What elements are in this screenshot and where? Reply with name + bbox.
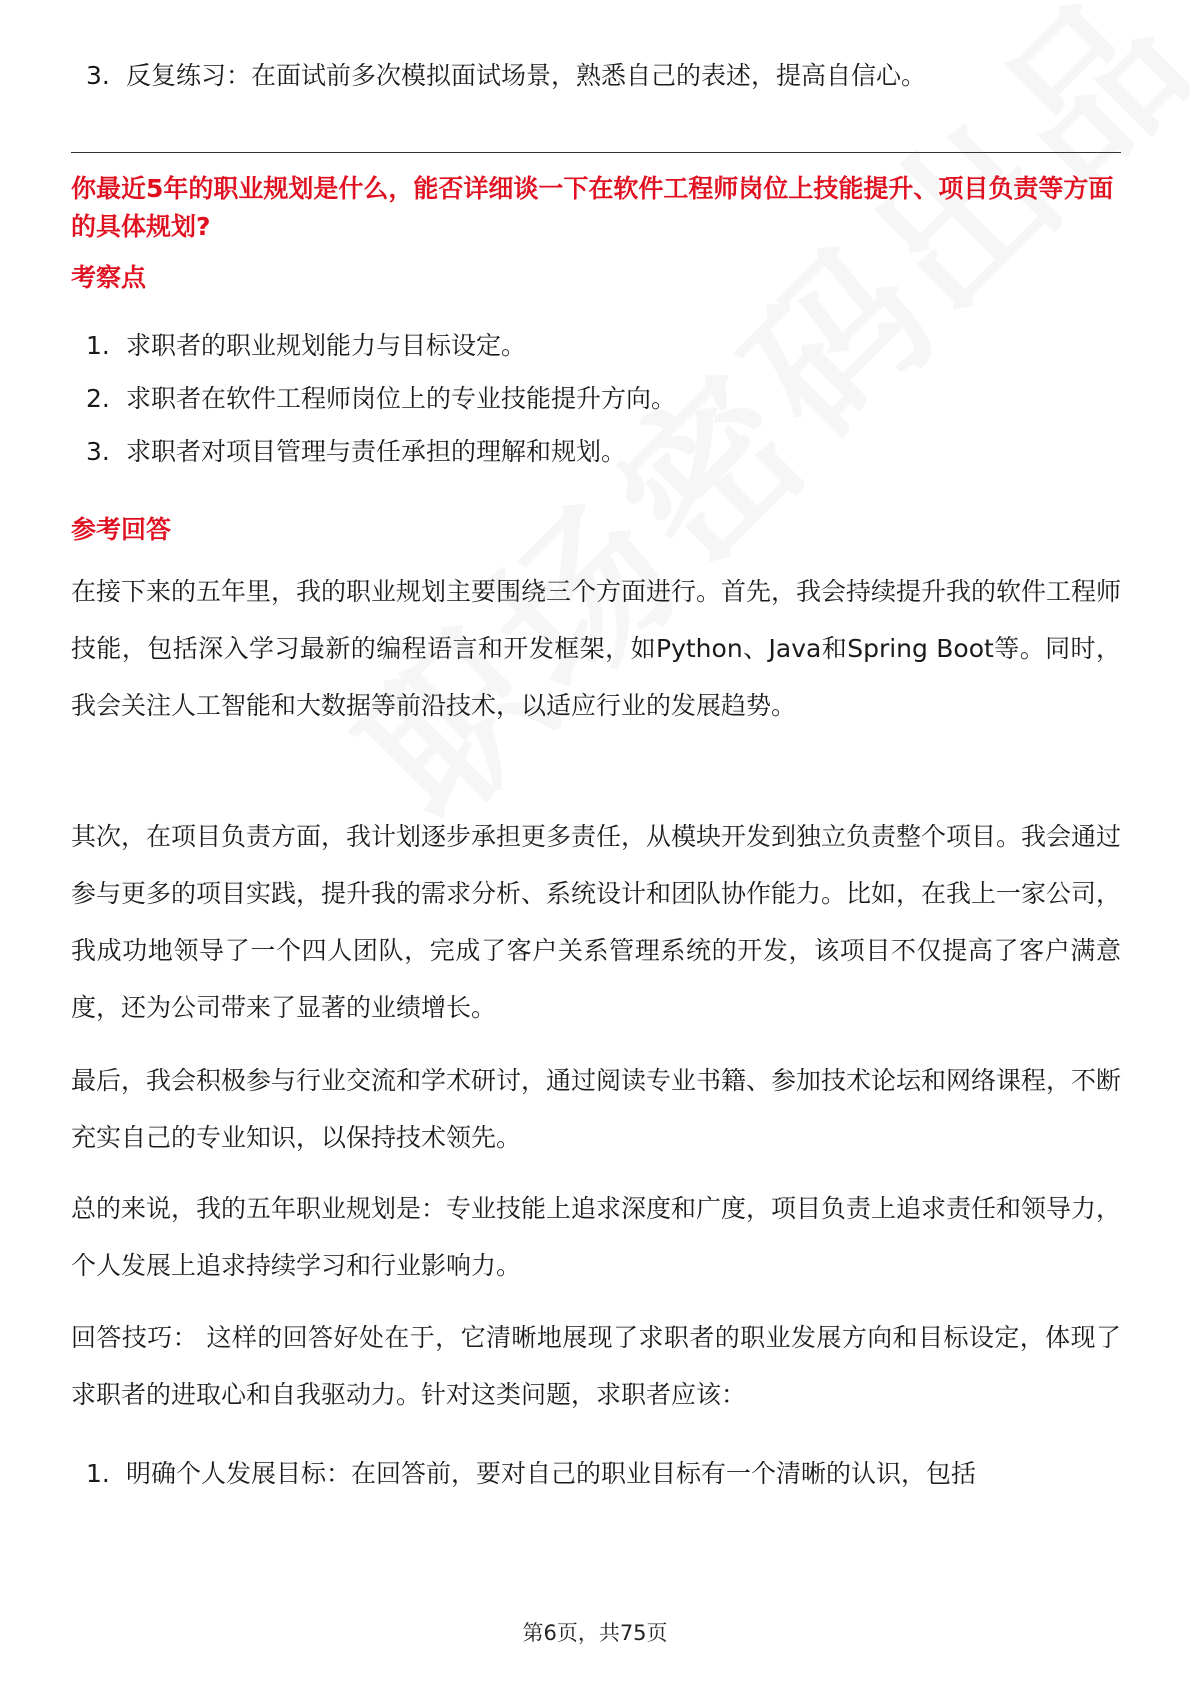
list-item [86,328,526,364]
list-number: 1. [86,1459,110,1488]
paragraph: 回答技巧： 这样的回答好处在于，它清晰地展现了求职者的职业发展方向和目标设定，体现了求职者的进取心和自我驱动力。针对这类问题，求职者应该： [71,1323,1121,1409]
list-text: 反复练习：在面试前多次模拟面试场景，熟悉自己的表述，提高自信心。 [126,61,927,90]
list-text: 求职者的职业规划能力与目标设定。 [126,331,527,360]
list-item [86,434,626,470]
section-label-answer: 参考回答 [71,515,172,544]
paragraph: 在接下来的五年里，我的职业规划主要围绕三个方面进行。首先，我会持续提升我的软件工程师技能，包括深入学习最新的编程语言和开发框架，如Python、Java和Spring Boot等。同时，我会关注人工智能和大数据等前沿技术，以适应行业的发展趋势。 [71,577,1122,720]
list-item [86,381,676,417]
list-number: 1. [86,331,110,360]
list-number: 2. [86,384,110,413]
list-text: 求职者对项目管理与责任承担的理解和规划。 [126,437,627,466]
list-number: 3. [86,61,110,90]
paragraph: 最后，我会积极参与行业交流和学术研讨，通过阅读专业书籍、参加技术论坛和网络课程，不断充实自己的专业知识，以保持技术领先。 [71,1066,1122,1152]
list-text: 求职者在软件工程师岗位上的专业技能提升方向。 [126,384,677,413]
list-item-bottom [86,1456,976,1492]
section-label-points: 考察点 [71,263,147,292]
divider [71,152,1121,153]
list-text: 明确个人发展目标：在回答前，要对自己的职业目标有一个清晰的认识，包括 [126,1459,977,1488]
paragraph: 总的来说，我的五年职业规划是：专业技能上追求深度和广度，项目负责上追求责任和领导力，个人发展上追求持续学习和行业影响力。 [71,1194,1122,1280]
question-heading: 你最近5年的职业规划是什么，能否详细谈一下在软件工程师岗位上技能提升、项目负责等方面的具体规划? [71,174,1114,241]
paragraph: 其次，在项目负责方面，我计划逐步承担更多责任，从模块开发到独立负责整个项目。我会通过参与更多的项目实践，提升我的需求分析、系统设计和团队协作能力。比如，在我上一家公司，我成功地领导了一个四人团队，完成了客户关系管理系统的开发，该项目不仅提高了客户满意度，还为公司带来了显著的业绩增长。 [71,822,1122,1022]
list-number: 3. [86,437,110,466]
page-footer: 第6页，共75页 [522,1621,668,1645]
list-item-top [86,58,926,94]
